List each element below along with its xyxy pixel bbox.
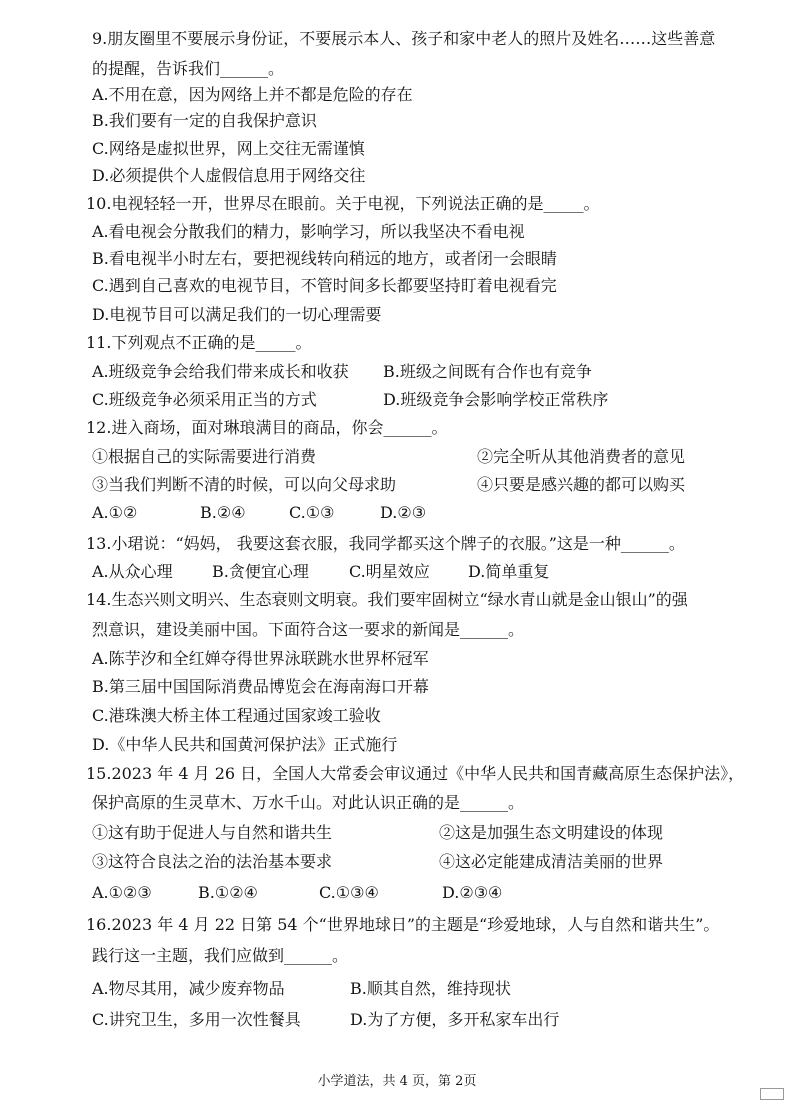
scanner-logo-icon bbox=[760, 1088, 784, 1100]
q10-option-c: C.遇到自己喜欢的电视节目，不管时间多长都要坚持盯着电视看完 bbox=[92, 276, 557, 295]
q9-option-b: B.我们要有一定的自我保护意识 bbox=[92, 111, 317, 130]
q16-option-d: D.为了方便，多开私家车出行 bbox=[350, 1010, 560, 1029]
q15-statement-3: ③这符合良法之治的法治基本要求 bbox=[92, 852, 333, 871]
q11-stem: 11.下列观点不正确的是_____。 bbox=[86, 333, 312, 352]
q15-option-c: C.①③④ bbox=[319, 883, 379, 902]
q13-stem: 13.小珺说：“妈妈， 我要这套衣服，我同学都买这个牌子的衣服。”这是一种______。 bbox=[86, 534, 685, 553]
q12-statement-1: ①根据自己的实际需要进行消费 bbox=[92, 447, 317, 466]
q13-option-b: B.贪便宜心理 bbox=[212, 562, 309, 581]
q13-option-d: D.简单重复 bbox=[468, 562, 550, 581]
q15-stem-line1: 15.2023 年 4 月 26 日，全国人大常委会审议通过《中华人民共和国青藏高原生态保护法》， bbox=[86, 764, 745, 783]
q14-stem-line2: 烈意识，建设美丽中国。下面符合这一要求的新闻是______。 bbox=[92, 620, 525, 639]
q12-statement-3: ③当我们判断不清的时候，可以向父母求助 bbox=[92, 475, 397, 494]
q12-option-d: D.②③ bbox=[380, 503, 427, 522]
q10-option-d: D.电视节目可以满足我们的一切心理需要 bbox=[92, 305, 382, 324]
q12-stem: 12.进入商场，面对琳琅满目的商品，你会______。 bbox=[86, 418, 448, 437]
q14-option-d: D.《中华人民共和国黄河保护法》正式施行 bbox=[92, 735, 398, 754]
q13-option-c: C.明星效应 bbox=[349, 562, 430, 581]
q16-stem-line1: 16.2023 年 4 月 22 日第 54 个“世界地球日”的主题是“珍爱地球，人与自然和谐共生”。 bbox=[86, 915, 720, 934]
q11-option-b: B.班级之间既有合作也有竞争 bbox=[383, 362, 592, 381]
page-footer: 小学道法，共 4 页，第 2页 bbox=[317, 1074, 477, 1089]
q12-statement-4: ④只要是感兴趣的都可以购买 bbox=[477, 475, 686, 494]
q16-stem-line2: 践行这一主题，我们应做到______。 bbox=[92, 946, 349, 965]
q11-option-d: D.班级竞争会影响学校正常秩序 bbox=[383, 390, 609, 409]
q16-option-a: A.物尽其用，减少废弃物品 bbox=[92, 979, 285, 998]
q11-option-a: A.班级竞争会给我们带来成长和收获 bbox=[92, 362, 349, 381]
q9-stem-line2: 的提醒，告诉我们______。 bbox=[92, 59, 285, 78]
q12-option-b: B.②④ bbox=[200, 503, 246, 522]
q10-option-b: B.看电视半小时左右，要把视线转向稍远的地方，或者闭一会眼睛 bbox=[92, 249, 557, 268]
q12-option-c: C.①③ bbox=[289, 503, 335, 522]
q16-option-c: C.讲究卫生，多用一次性餐具 bbox=[92, 1010, 301, 1029]
q13-option-a: A.从众心理 bbox=[92, 562, 173, 581]
q14-stem-line1: 14.生态兴则文明兴、生态衰则文明衰。我们要牢固树立“绿水青山就是金山银山”的强 bbox=[86, 590, 688, 609]
q9-stem-line1: 9.朋友圈里不要展示身份证，不要展示本人、孩子和家中老人的照片及姓名……这些善意 bbox=[92, 29, 716, 48]
q10-stem: 10.电视轻轻一开，世界尽在眼前。关于电视，下列说法正确的是_____。 bbox=[86, 194, 600, 213]
q16-option-b: B.顺其自然，维持现状 bbox=[350, 979, 511, 998]
q14-option-c: C.港珠澳大桥主体工程通过国家竣工验收 bbox=[92, 706, 381, 725]
q15-option-b: B.①②④ bbox=[198, 883, 258, 902]
q15-option-a: A.①②③ bbox=[92, 883, 152, 902]
q15-statement-1: ①这有助于促进人与自然和谐共生 bbox=[92, 823, 333, 842]
q12-option-a: A.①② bbox=[92, 503, 138, 522]
q14-option-a: A.陈芋汐和全红婵夺得世界泳联跳水世界杯冠军 bbox=[92, 649, 429, 668]
q15-option-d: D.②③④ bbox=[442, 883, 503, 902]
q12-statement-2: ②完全听从其他消费者的意见 bbox=[477, 447, 686, 466]
q9-option-c: C.网络是虚拟世界，网上交往无需谨慎 bbox=[92, 139, 365, 158]
q9-option-d: D.必须提供个人虚假信息用于网络交往 bbox=[92, 166, 366, 185]
q9-option-a: A.不用在意，因为网络上并不都是危险的存在 bbox=[92, 85, 413, 104]
q11-option-c: C.班级竞争必须采用正当的方式 bbox=[92, 390, 317, 409]
q15-stem-line2: 保护高原的生灵草木、万水千山。对此认识正确的是______。 bbox=[92, 793, 525, 812]
q14-option-b: B.第三届中国国际消费品博览会在海南海口开幕 bbox=[92, 677, 429, 696]
q15-statement-4: ④这必定能建成清洁美丽的世界 bbox=[439, 852, 664, 871]
q15-statement-2: ②这是加强生态文明建设的体现 bbox=[439, 823, 664, 842]
q10-option-a: A.看电视会分散我们的精力，影响学习，所以我坚决不看电视 bbox=[92, 222, 525, 241]
